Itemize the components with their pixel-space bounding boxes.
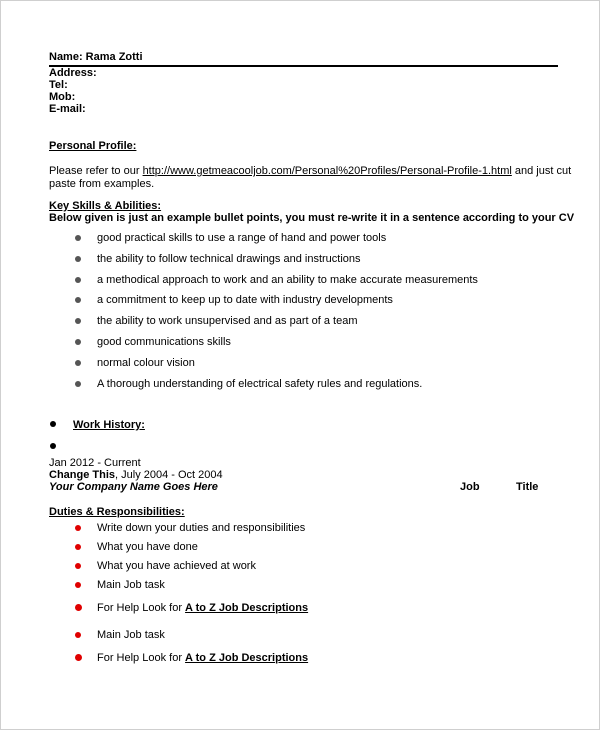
- work-change-rest: , July 2004 - Oct 2004: [115, 469, 223, 481]
- profile-text-line2: paste from examples.: [49, 178, 155, 190]
- work-company: Your Company Name Goes Here: [49, 481, 218, 493]
- bullet-icon: [50, 421, 56, 427]
- skill-item: a methodical approach to work and an ability to make accurate measurements: [97, 274, 478, 286]
- bullet-icon: [50, 443, 56, 449]
- bullet-icon: [75, 318, 81, 324]
- bullet-icon: [75, 654, 82, 661]
- skill-item: the ability to follow technical drawings and instructions: [97, 253, 361, 265]
- bullet-icon: [75, 339, 81, 345]
- profile-text-after: and just cut: [511, 165, 572, 177]
- work-job-label: Job: [460, 481, 480, 493]
- skills-intro: Below given is just an example bullet points, you must re-write it in a sentence according to your CV: [49, 212, 575, 224]
- work-title-label: Title: [516, 481, 539, 493]
- help-line: [97, 602, 308, 615]
- skill-item: normal colour vision: [97, 357, 195, 369]
- job-descriptions-link[interactable]: A to Z Job Descriptions: [185, 652, 309, 664]
- help-prefix: For Help Look for: [97, 602, 186, 614]
- duty-item: What you have achieved at work: [97, 560, 256, 572]
- bullet-icon: [75, 235, 81, 241]
- bullet-icon: [75, 297, 81, 303]
- duty-item: Write down your duties and responsibilities: [97, 522, 306, 534]
- tel-label: Tel:: [49, 79, 68, 91]
- duties-heading: Duties & Responsibilities:: [49, 506, 185, 518]
- help-line: [97, 652, 308, 665]
- bullet-icon: [75, 277, 81, 283]
- profile-link[interactable]: http://www.getmeacooljob.com/Personal%20Profiles/Personal-Profile-1.html: [142, 165, 512, 177]
- mob-label: Mob:: [49, 91, 76, 103]
- bullet-icon: [75, 544, 81, 550]
- skill-item: the ability to work unsupervised and as part of a team: [97, 315, 358, 327]
- bullet-icon: [75, 582, 81, 588]
- skill-item: good communications skills: [97, 336, 231, 348]
- profile-heading: Personal Profile:: [49, 140, 137, 152]
- help-prefix: For Help Look for: [97, 652, 186, 664]
- bullet-icon: [75, 381, 81, 387]
- job-descriptions-link[interactable]: A to Z Job Descriptions: [185, 602, 309, 614]
- duty-item: Main Job task: [97, 579, 165, 591]
- email-label: E-mail:: [49, 103, 86, 115]
- bullet-icon: [75, 632, 81, 638]
- bullet-icon: [75, 563, 81, 569]
- address-label: Address:: [49, 67, 97, 79]
- skill-item: good practical skills to use a range of hand and power tools: [97, 232, 387, 244]
- profile-text-line1: [49, 165, 571, 178]
- skills-heading: Key Skills & Abilities:: [49, 200, 162, 212]
- bullet-icon: [75, 604, 82, 611]
- work-dates: Jan 2012 - Current: [49, 457, 141, 469]
- bullet-icon: [75, 525, 81, 531]
- name-line: Name: Rama Zotti: [49, 51, 143, 63]
- header-rule: [49, 65, 558, 67]
- bullet-icon: [75, 360, 81, 366]
- duty-item: Main Job task: [97, 629, 165, 641]
- bullet-icon: [75, 256, 81, 262]
- duty-item: What you have done: [97, 541, 198, 553]
- work-heading: Work History:: [73, 419, 145, 431]
- skill-item: a commitment to keep up to date with industry developments: [97, 294, 393, 306]
- skill-item: A thorough understanding of electrical safety rules and regulations.: [97, 378, 423, 390]
- work-change-bold: Change This: [49, 469, 116, 481]
- profile-text-before: Please refer to our: [49, 165, 143, 177]
